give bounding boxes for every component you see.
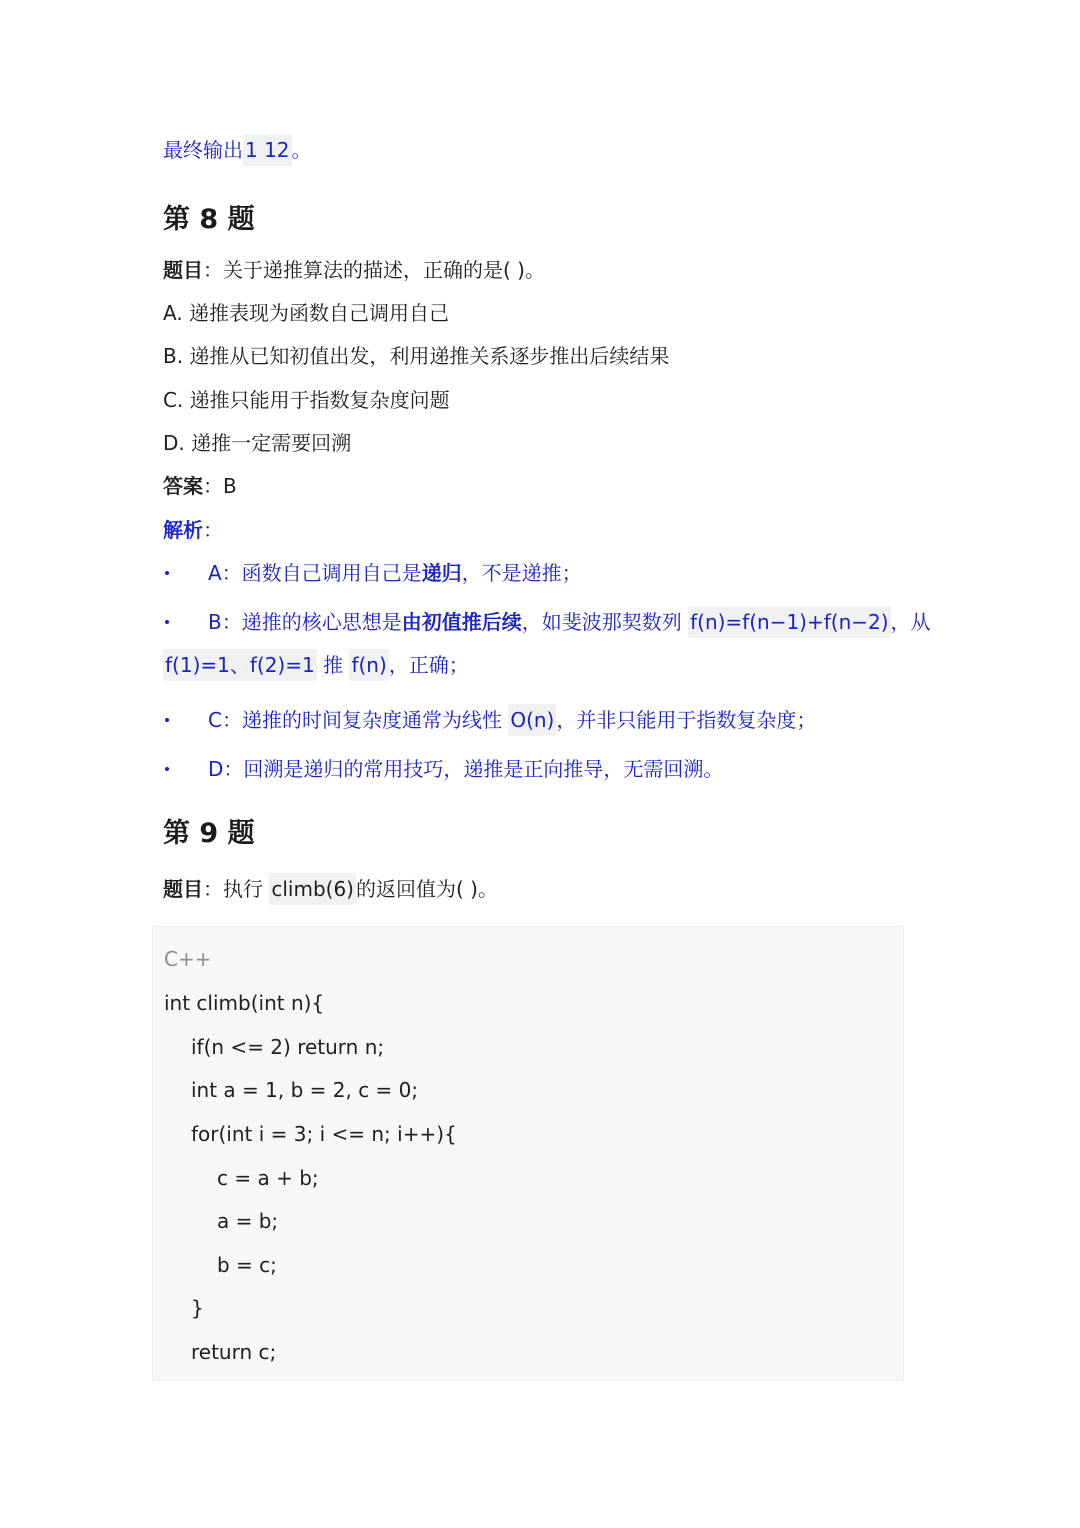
- q8-heading: 第 8 题: [163, 204, 255, 235]
- q8-analysis-heading: [163, 516, 223, 544]
- code-language-label: C++: [164, 947, 212, 971]
- code-line: return c;: [191, 1340, 277, 1364]
- q8-analysis-b-bold: 由初值推后续: [401, 610, 522, 634]
- q8-answer-value: B: [223, 474, 237, 498]
- q9-question-prefix: 执行: [223, 877, 270, 901]
- q8-analysis-d: D：回溯是递归的常用技巧，递推是正向推导，无需回溯。: [208, 757, 724, 781]
- q8-analysis-sep: ：: [203, 518, 223, 542]
- q8-analysis-b-mid2: ，从: [890, 610, 931, 634]
- q8-analysis-b-line2: [163, 651, 469, 679]
- q8-analysis-c-suffix: ，并非只能用于指数复杂度；: [556, 708, 817, 732]
- code-line: c = a + b;: [217, 1166, 319, 1190]
- code-line: if(n <= 2) return n;: [191, 1035, 385, 1059]
- bullet-icon: [165, 718, 169, 722]
- q8-analysis-c-prefix: C：递推的时间复杂度通常为线性: [208, 708, 509, 732]
- q8-analysis-label: 解析: [163, 518, 203, 542]
- final-output-value: 1 12: [243, 134, 292, 166]
- q8-analysis-a-prefix: A：函数自己调用自己是: [208, 561, 422, 585]
- q8-option-c: C. 递推只能用于指数复杂度问题: [163, 388, 450, 412]
- q8-analysis-b-code1: f(n)=f(n−1)+f(n−2): [688, 606, 890, 638]
- q8-analysis-c-code: O(n): [508, 704, 556, 736]
- q8-analysis-b-prefix: B：递推的核心思想是: [208, 610, 402, 634]
- q8-option-a: A. 递推表现为函数自己调用自己: [163, 301, 450, 325]
- code-block: [152, 926, 904, 1381]
- code-line: int a = 1, b = 2, c = 0;: [191, 1078, 419, 1102]
- q9-question-suffix: 的返回值为( )。: [355, 877, 498, 901]
- code-line: }: [191, 1296, 204, 1320]
- q8-analysis-a-bold: 递归: [421, 561, 462, 585]
- q8-analysis-b-code2: f(1)=1、f(2)=1: [163, 649, 317, 681]
- q9-question-label: 题目: [163, 877, 203, 901]
- q9-question: [163, 875, 498, 903]
- q8-analysis-b-suffix: ，正确；: [388, 653, 469, 677]
- q8-answer: [163, 472, 237, 500]
- q8-answer-label: 答案: [163, 474, 203, 498]
- final-output-prefix: 最终输出: [163, 138, 243, 162]
- q8-answer-sep: ：: [203, 474, 223, 498]
- q8-question-sep: ：: [203, 258, 223, 282]
- q8-analysis-b-line1: [208, 608, 931, 636]
- code-line: int climb(int n){: [164, 991, 325, 1015]
- q8-question-text: 关于递推算法的描述，正确的是( )。: [223, 258, 545, 282]
- bullet-icon: [165, 620, 169, 624]
- q8-option-b: B. 递推从已知初值出发，利用递推关系逐步推出后续结果: [163, 344, 670, 368]
- code-line: a = b;: [217, 1209, 279, 1233]
- q8-analysis-b-mid3: 推: [316, 653, 350, 677]
- bullet-icon: [165, 571, 169, 575]
- q8-analysis-b-code3: f(n): [349, 649, 388, 681]
- q8-option-d: D. 递推一定需要回溯: [163, 431, 352, 455]
- q8-analysis-c: [208, 706, 816, 734]
- bullet-icon: [165, 767, 169, 771]
- final-output-suffix: 。: [291, 138, 312, 162]
- final-output-line: [163, 136, 312, 164]
- q8-analysis-a-suffix: ，不是递推；: [461, 561, 582, 585]
- q9-heading: 第 9 题: [163, 818, 255, 849]
- q8-question-label: 题目: [163, 258, 203, 282]
- q8-analysis-a: [208, 559, 582, 587]
- code-line: for(int i = 3; i <= n; i++){: [191, 1122, 457, 1146]
- q8-analysis-b-mid: ，如斐波那契数列: [521, 610, 689, 634]
- q8-question: [163, 256, 545, 284]
- q9-question-sep: ：: [203, 877, 223, 901]
- q9-question-code: climb(6): [269, 873, 356, 905]
- code-line: b = c;: [217, 1253, 277, 1277]
